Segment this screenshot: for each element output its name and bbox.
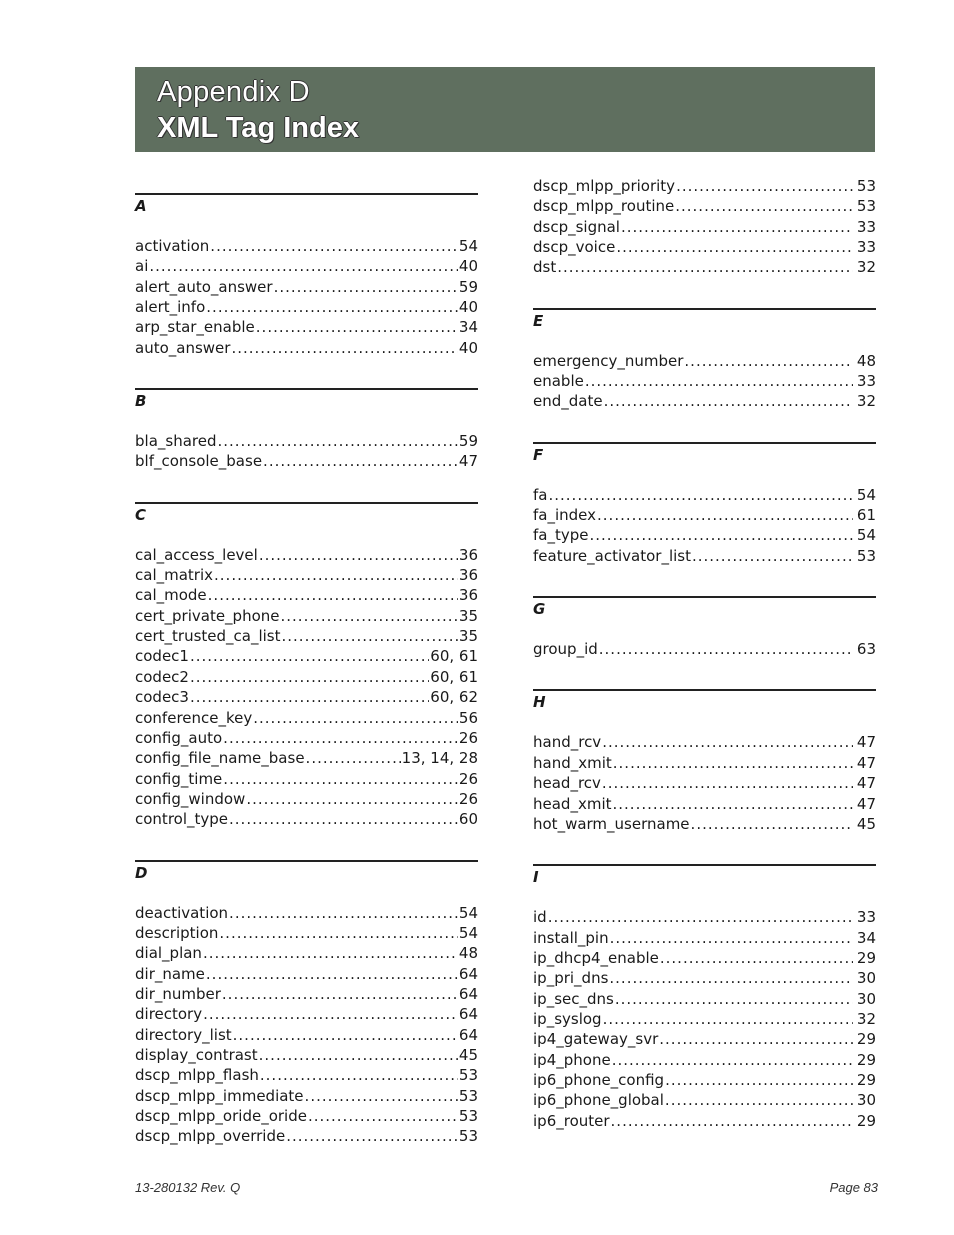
index-entry <box>533 732 876 752</box>
dot-leader <box>610 928 853 948</box>
index-section <box>533 308 876 412</box>
entry-pages: 13, 14, 28 <box>401 749 478 768</box>
entry-pages: 60, 61 <box>430 667 478 686</box>
entry-tag: dscp_mlpp_override <box>135 1127 286 1146</box>
index-entry <box>135 943 478 963</box>
dot-leader <box>229 809 458 829</box>
dot-leader <box>613 794 853 814</box>
dot-leader <box>609 968 853 988</box>
dot-leader <box>281 606 458 626</box>
entry-tag: head_xmit <box>533 794 612 813</box>
dot-leader <box>675 196 853 216</box>
dot-leader <box>253 708 458 728</box>
entry-pages: 54 <box>856 526 876 545</box>
entry-tag: activation <box>135 237 210 255</box>
index-section <box>533 864 876 1131</box>
index-entry <box>533 1111 876 1131</box>
entry-tag: config_file_name_base <box>135 749 305 768</box>
entry-pages: 64 <box>458 1005 478 1024</box>
entry-tag: config_auto <box>135 728 223 747</box>
entry-pages: 48 <box>458 944 478 963</box>
entry-pages: 54 <box>458 923 478 942</box>
dot-leader <box>602 773 853 793</box>
dot-leader <box>603 1009 853 1029</box>
dot-leader <box>282 626 458 646</box>
section-letter: E <box>533 311 544 330</box>
index-entry <box>135 431 478 451</box>
entry-pages: 60, 62 <box>430 688 478 707</box>
entry-tag: dscp_mlpp_routine <box>533 197 675 216</box>
entry-pages: 53 <box>458 1127 478 1146</box>
index-entry <box>533 928 876 948</box>
index-section <box>135 388 478 472</box>
entry-tag: fa <box>533 485 548 504</box>
entry-pages: 32 <box>856 392 876 411</box>
dot-leader <box>206 297 458 317</box>
entry-pages: 26 <box>458 728 478 747</box>
entry-tag: cal_mode <box>135 586 207 605</box>
dot-leader <box>602 732 853 752</box>
index-entry <box>533 196 876 216</box>
dot-leader <box>208 585 458 605</box>
index-entry <box>135 451 478 471</box>
entry-pages: 32 <box>856 258 876 277</box>
entry-pages: 26 <box>458 789 478 808</box>
entry-pages: 30 <box>856 969 876 988</box>
index-entry <box>135 984 478 1004</box>
entry-tag: cal_matrix <box>135 566 214 585</box>
entry-tag: display_contrast <box>135 1045 258 1064</box>
entry-pages: 45 <box>458 1045 478 1064</box>
index-entry <box>135 585 478 605</box>
entry-tag: cert_private_phone <box>135 606 280 625</box>
entry-tag: conference_key <box>135 708 253 727</box>
section-letter: G <box>533 600 546 619</box>
dot-leader <box>259 1045 458 1065</box>
index-entry <box>533 176 876 196</box>
entry-tag: hot_warm_username <box>533 814 690 833</box>
entry-pages: 54 <box>856 485 876 504</box>
dot-leader <box>190 687 429 707</box>
dot-leader <box>263 451 458 471</box>
entry-tag: bla_shared <box>135 432 217 451</box>
dot-leader <box>222 984 458 1004</box>
index-section <box>533 442 876 566</box>
section-divider <box>533 596 876 598</box>
index-entry <box>135 748 478 768</box>
dot-leader <box>604 391 853 411</box>
dot-leader <box>206 964 458 984</box>
index-entry <box>533 989 876 1009</box>
entry-pages: 61 <box>856 506 876 525</box>
entry-tag: dscp_mlpp_priority <box>533 177 676 195</box>
index-entry <box>135 1126 478 1146</box>
index-entry <box>135 338 478 358</box>
entry-pages: 63 <box>856 640 876 659</box>
dot-leader <box>676 176 853 196</box>
section-divider <box>533 442 876 444</box>
entry-pages: 33 <box>856 217 876 236</box>
index-entry <box>135 809 478 829</box>
entry-pages: 33 <box>856 372 876 391</box>
entry-tag: deactivation <box>135 903 229 922</box>
section-divider <box>135 193 478 195</box>
entry-tag: directory_list <box>135 1025 232 1044</box>
entry-tag: ip6_router <box>533 1111 610 1130</box>
dot-leader <box>684 351 853 371</box>
dot-leader <box>548 485 852 505</box>
index-entry <box>533 1090 876 1110</box>
entry-pages: 45 <box>856 814 876 833</box>
page-title: XML Tag Index <box>157 112 359 144</box>
dot-leader <box>665 1090 853 1110</box>
index-entry <box>135 687 478 707</box>
index-section <box>135 193 478 358</box>
entry-tag: hand_rcv <box>533 733 602 752</box>
entry-tag: control_type <box>135 810 229 829</box>
entry-pages: 36 <box>458 545 478 564</box>
document-number: 13-280132 Rev. Q <box>135 1180 241 1195</box>
index-entry <box>135 1004 478 1024</box>
index-entry <box>135 277 478 297</box>
index-entry <box>135 769 478 789</box>
entry-tag: end_date <box>533 392 603 411</box>
dot-leader <box>259 545 458 565</box>
entry-tag: blf_console_base <box>135 452 263 471</box>
dot-leader <box>246 789 458 809</box>
entry-tag: alert_auto_answer <box>135 277 273 296</box>
entry-tag: dscp_mlpp_flash <box>135 1066 259 1085</box>
index-entry <box>135 923 478 943</box>
entry-pages: 40 <box>458 257 478 276</box>
dot-leader <box>219 923 458 943</box>
index-entry <box>533 525 876 545</box>
index-entry <box>533 485 876 505</box>
entry-pages: 26 <box>458 769 478 788</box>
index-entry <box>135 565 478 585</box>
entry-pages: 60, 61 <box>430 647 478 666</box>
index-column-left <box>135 193 478 1177</box>
dot-leader <box>256 317 458 337</box>
index-entry <box>533 1029 876 1049</box>
entry-pages: 64 <box>458 964 478 983</box>
dot-leader <box>548 907 853 927</box>
dot-leader <box>229 903 458 923</box>
entry-pages: 36 <box>458 566 478 585</box>
entry-pages: 53 <box>458 1086 478 1105</box>
entry-tag: emergency_number <box>533 351 684 370</box>
appendix-label: Appendix D <box>157 76 310 108</box>
index-entry <box>135 1045 478 1065</box>
index-entry <box>533 371 876 391</box>
index-entry <box>135 317 478 337</box>
index-entry <box>135 728 478 748</box>
entry-pages: 47 <box>856 794 876 813</box>
dot-leader <box>223 728 458 748</box>
dot-leader <box>308 1106 458 1126</box>
index-entry <box>533 773 876 793</box>
dot-leader <box>305 1086 458 1106</box>
index-entry <box>135 297 478 317</box>
index-entry <box>533 237 876 257</box>
dot-leader <box>217 431 457 451</box>
entry-pages: 53 <box>856 197 876 216</box>
index-entry <box>135 236 478 256</box>
entry-pages: 34 <box>458 318 478 337</box>
entry-tag: config_window <box>135 789 246 808</box>
entry-tag: dir_number <box>135 984 221 1003</box>
entry-tag: ip_syslog <box>533 1009 602 1028</box>
index-entry <box>533 546 876 566</box>
entry-tag: ip4_gateway_svr <box>533 1030 659 1049</box>
dot-leader <box>612 1050 853 1070</box>
section-letter: A <box>135 197 147 215</box>
index-entry <box>533 968 876 988</box>
dot-leader <box>306 748 401 768</box>
index-entry <box>135 667 478 687</box>
index-section <box>135 860 478 1147</box>
entry-pages: 36 <box>458 586 478 605</box>
index-entry <box>135 1086 478 1106</box>
entry-tag: install_pin <box>533 928 609 947</box>
index-entry <box>533 505 876 525</box>
entry-pages: 29 <box>856 1050 876 1069</box>
dot-leader <box>190 646 429 666</box>
index-entry <box>135 256 478 276</box>
entry-pages: 34 <box>856 928 876 947</box>
entry-pages: 47 <box>856 753 876 772</box>
index-entry <box>533 794 876 814</box>
index-entry <box>135 964 478 984</box>
entry-tag: dscp_mlpp_immediate <box>135 1086 304 1105</box>
index-entry <box>533 1050 876 1070</box>
dot-leader <box>274 277 458 297</box>
dot-leader <box>616 237 853 257</box>
entry-tag: codec1 <box>135 647 189 666</box>
index-section <box>533 689 876 834</box>
entry-tag: fa_type <box>533 526 589 545</box>
entry-tag: ip_dhcp4_enable <box>533 948 659 967</box>
entry-tag: auto_answer <box>135 338 231 357</box>
entry-pages: 53 <box>856 177 876 195</box>
entry-tag: config_time <box>135 769 223 788</box>
entry-tag: fa_index <box>533 506 597 525</box>
entry-pages: 30 <box>856 1091 876 1110</box>
entry-tag: ip_pri_dns <box>533 969 609 988</box>
section-divider <box>533 308 876 310</box>
entry-pages: 59 <box>458 432 478 451</box>
index-entry <box>533 1070 876 1090</box>
entry-pages: 53 <box>856 546 876 565</box>
entry-pages: 53 <box>458 1066 478 1085</box>
entry-tag: ai <box>135 257 149 276</box>
index-entry <box>135 1106 478 1126</box>
entry-pages: 35 <box>458 627 478 646</box>
section-letter: B <box>135 392 147 411</box>
dot-leader <box>585 371 853 391</box>
dot-leader <box>210 236 458 256</box>
entry-pages: 47 <box>856 774 876 793</box>
entry-tag: ip6_phone_global <box>533 1091 664 1110</box>
index-entry <box>135 646 478 666</box>
dot-leader <box>149 256 458 276</box>
entry-pages: 29 <box>856 948 876 967</box>
index-section <box>533 596 876 659</box>
entry-tag: id <box>533 908 547 927</box>
entry-pages: 47 <box>458 452 478 471</box>
entry-tag: cert_trusted_ca_list <box>135 627 281 646</box>
entry-pages: 29 <box>856 1111 876 1130</box>
section-divider <box>135 388 478 390</box>
index-column-right <box>533 176 876 1161</box>
entry-tag: arp_star_enable <box>135 318 255 337</box>
entry-tag: dscp_mlpp_oride_oride <box>135 1107 307 1125</box>
title-banner <box>135 67 875 152</box>
dot-leader <box>286 1126 458 1146</box>
dot-leader <box>597 505 853 525</box>
index-entry <box>135 606 478 626</box>
index-entry <box>533 907 876 927</box>
dot-leader <box>615 989 853 1009</box>
section-letter: C <box>135 505 147 524</box>
entry-tag: directory <box>135 1005 203 1024</box>
index-entry <box>533 351 876 371</box>
entry-pages: 33 <box>856 908 876 927</box>
entry-pages: 64 <box>458 984 478 1003</box>
index-entry <box>135 903 478 923</box>
entry-pages: 59 <box>458 277 478 296</box>
entry-tag: codec2 <box>135 667 189 686</box>
index-entry <box>533 391 876 411</box>
dot-leader <box>613 753 853 773</box>
entry-pages: 29 <box>856 1030 876 1049</box>
index-entry <box>135 1065 478 1085</box>
index-section <box>135 502 478 830</box>
dot-leader <box>190 667 429 687</box>
section-divider <box>135 502 478 504</box>
dot-leader <box>691 814 853 834</box>
entry-pages: 48 <box>856 351 876 370</box>
entry-tag: dscp_voice <box>533 238 616 257</box>
entry-pages: 30 <box>856 989 876 1008</box>
continued-entries <box>533 176 876 278</box>
dot-leader <box>223 769 458 789</box>
dot-leader <box>659 1029 853 1049</box>
section-divider <box>533 689 876 691</box>
entry-tag: ip_sec_dns <box>533 989 614 1008</box>
section-letter: I <box>533 868 539 887</box>
index-entry <box>135 789 478 809</box>
entry-tag: hand_xmit <box>533 753 612 772</box>
entry-pages: 60 <box>458 810 478 829</box>
entry-pages: 32 <box>856 1009 876 1028</box>
entry-tag: alert_info <box>135 298 206 317</box>
dot-leader <box>660 948 853 968</box>
index-entry <box>533 948 876 968</box>
entry-pages: 64 <box>458 1025 478 1044</box>
entry-tag: head_rcv <box>533 774 601 793</box>
dot-leader <box>665 1070 853 1090</box>
entry-tag: dial_plan <box>135 944 202 963</box>
entry-pages: 56 <box>458 708 478 727</box>
entry-pages: 40 <box>458 338 478 357</box>
index-entry <box>135 708 478 728</box>
dot-leader <box>621 217 853 237</box>
entry-tag: ip4_phone <box>533 1050 611 1069</box>
dot-leader <box>611 1111 853 1131</box>
index-entry <box>533 639 876 659</box>
dot-leader <box>231 338 457 358</box>
section-letter: F <box>533 445 544 464</box>
dot-leader <box>557 257 853 277</box>
index-entry <box>533 1009 876 1029</box>
dot-leader <box>260 1065 458 1085</box>
page-number: Page 83 <box>829 1180 878 1195</box>
dot-leader <box>233 1025 458 1045</box>
dot-leader <box>692 546 853 566</box>
dot-leader <box>203 1004 458 1024</box>
dot-leader <box>203 943 458 963</box>
entry-pages: 33 <box>856 238 876 257</box>
entry-tag: group_id <box>533 640 598 659</box>
entry-tag: dst <box>533 258 557 277</box>
index-entry <box>135 626 478 646</box>
section-letter: D <box>135 863 148 882</box>
index-entry <box>135 545 478 565</box>
index-entry <box>533 257 876 277</box>
entry-tag: dir_name <box>135 964 205 983</box>
entry-tag: description <box>135 923 219 942</box>
entry-pages: 53 <box>458 1107 478 1125</box>
entry-tag: feature_activator_list <box>533 546 691 565</box>
entry-pages: 29 <box>856 1070 876 1089</box>
entry-pages: 40 <box>458 298 478 317</box>
dot-leader <box>599 639 853 659</box>
index-entry <box>533 217 876 237</box>
entry-tag: codec3 <box>135 688 189 707</box>
section-divider <box>533 864 876 866</box>
entry-tag: enable <box>533 372 584 391</box>
entry-pages: 54 <box>458 903 478 922</box>
entry-pages: 35 <box>458 606 478 625</box>
entry-tag: dscp_signal <box>533 217 620 236</box>
section-divider <box>135 860 478 862</box>
entry-tag: cal_access_level <box>135 545 258 564</box>
index-entry <box>135 1025 478 1045</box>
index-entry <box>533 814 876 834</box>
dot-leader <box>589 525 852 545</box>
entry-pages: 47 <box>856 733 876 752</box>
entry-pages: 54 <box>458 237 478 255</box>
section-letter: H <box>533 693 546 712</box>
index-entry <box>533 753 876 773</box>
entry-tag: ip6_phone_config <box>533 1070 665 1089</box>
dot-leader <box>214 565 458 585</box>
